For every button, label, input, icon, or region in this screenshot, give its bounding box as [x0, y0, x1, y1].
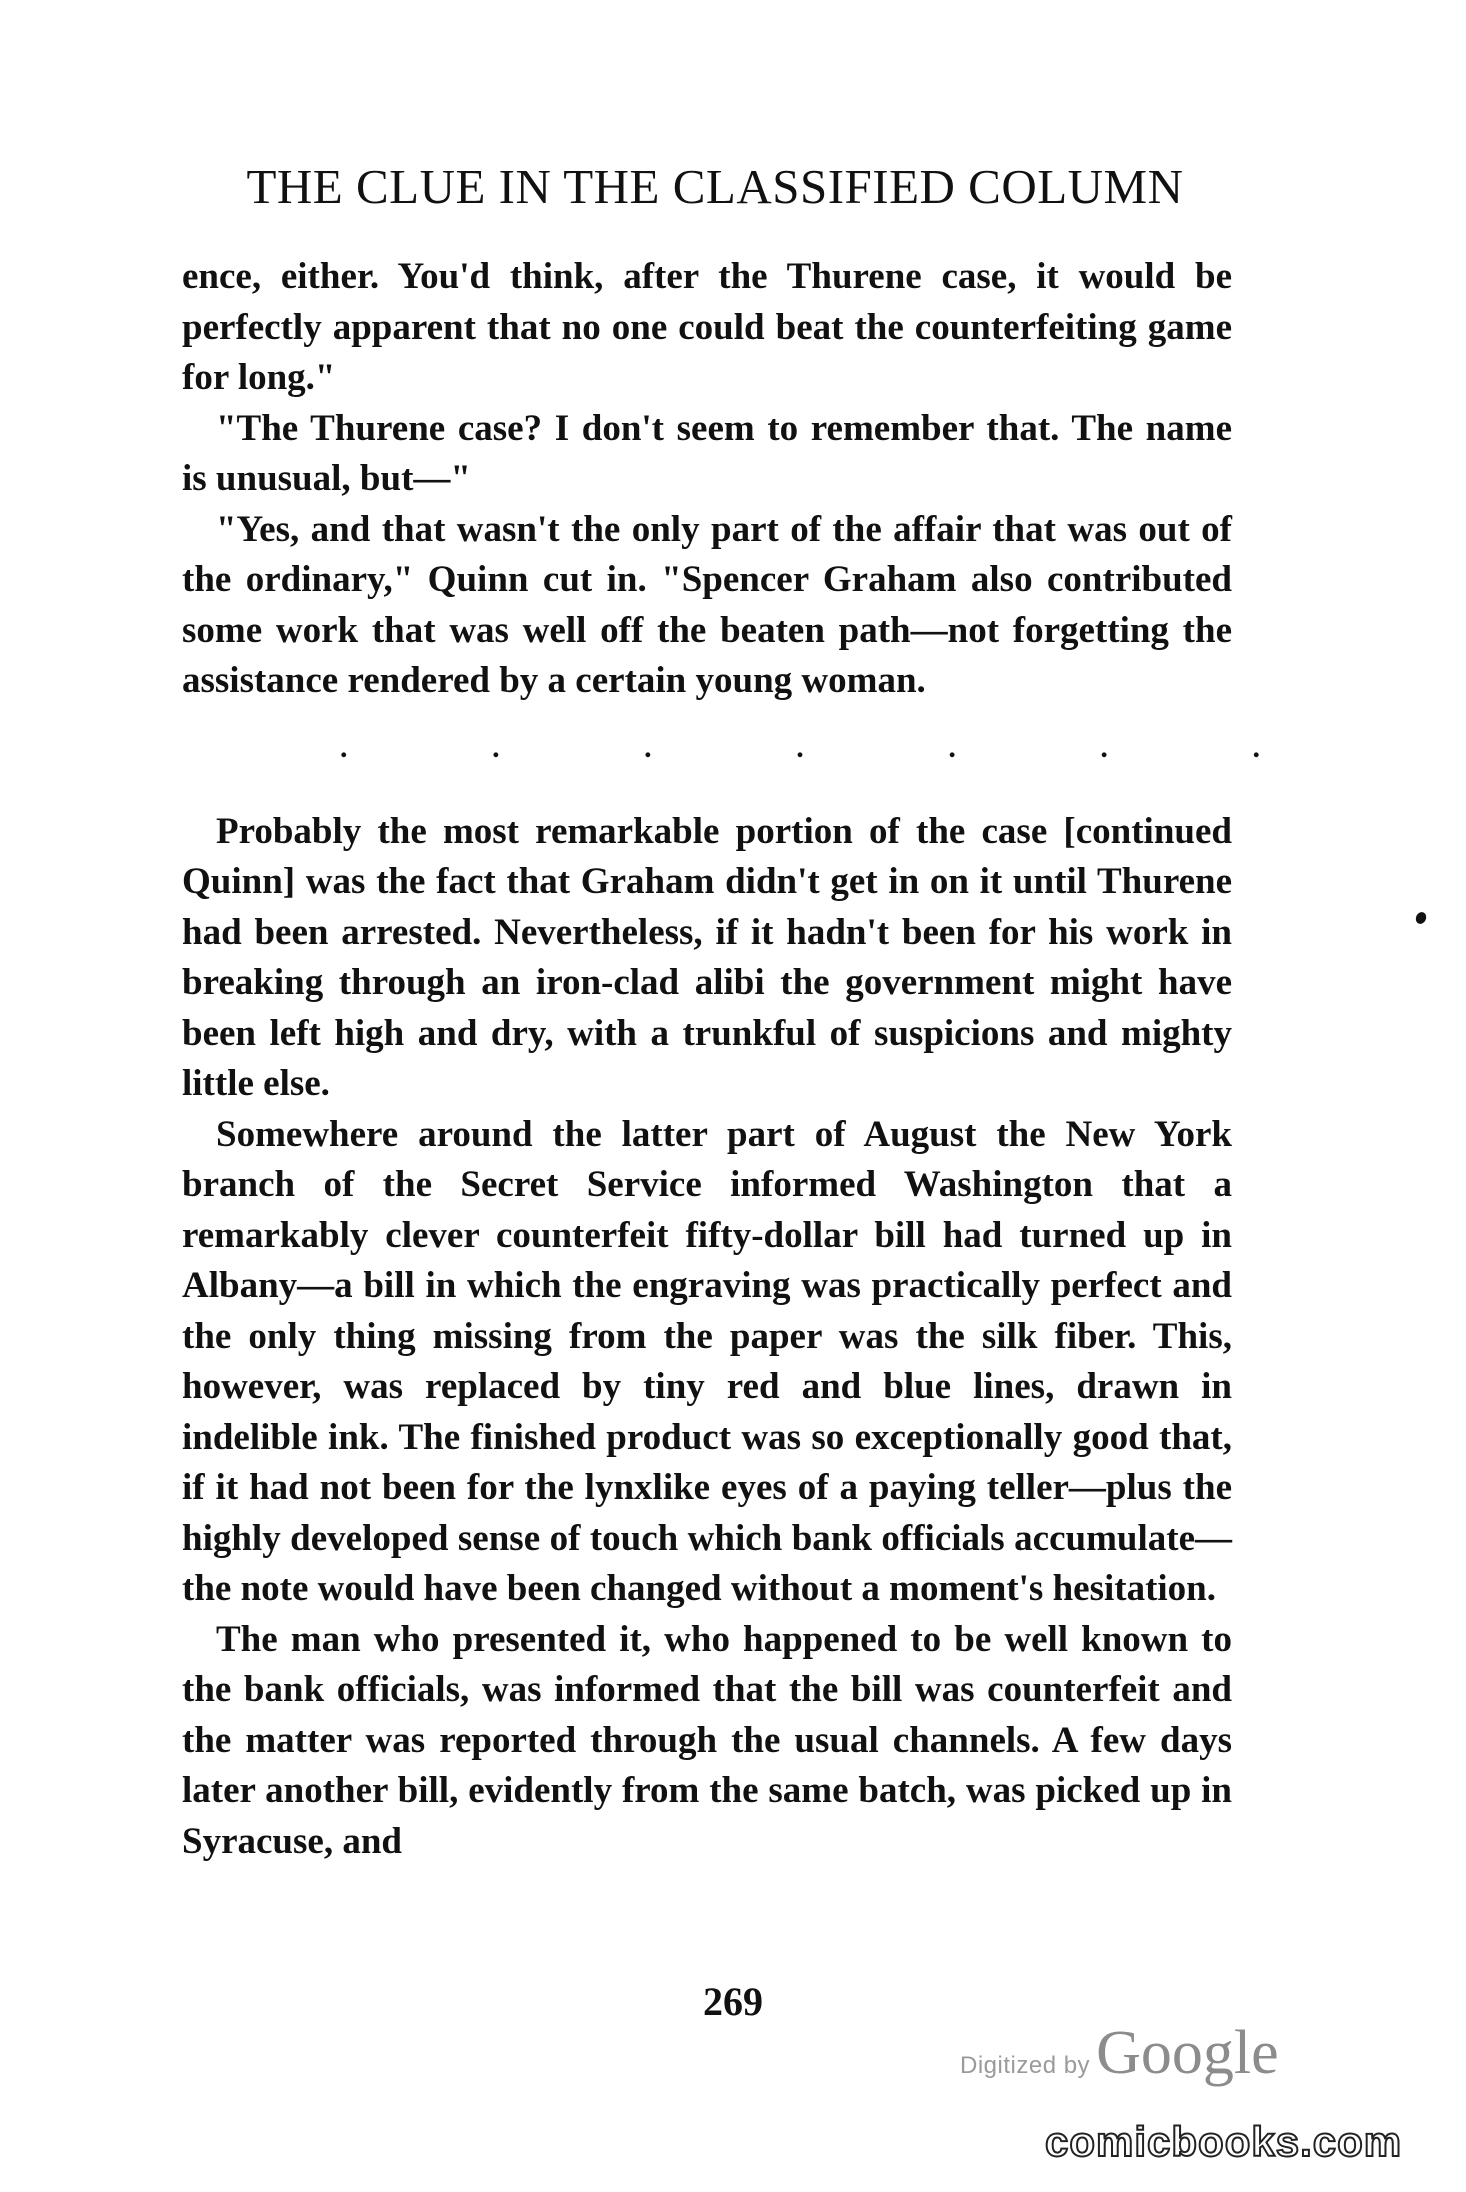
section-break-dot: . [1100, 730, 1108, 764]
section-break [340, 730, 1260, 764]
page-number: 269 [703, 1979, 763, 2024]
paragraph-continuation: ence, either. You'd think, after the Thurene case, it would be perfectly apparent that no one could beat the counterfeiting game for long." [182, 256, 1232, 398]
section-break-dot: . [644, 730, 652, 764]
site-watermark: comicbooks.com [1045, 2118, 1403, 2165]
section-break-dot: . [492, 730, 500, 764]
digitized-by-google-stamp [960, 2018, 1279, 2089]
paragraph-narrative-2: Somewhere around the latter part of August the New York branch of the Secret Service informed Washington that a remarkably clever counterfeit fifty-dollar bill had turned up in Albany—a bill in which the engraving was practically perfect and the only thing missing from the paper was the silk fiber. This, however, was replaced by tiny red and blue lines, drawn in indelible ink. The finished product was so exceptionally good that, if it had not been for the lynxlike eyes of a paying teller—plus the highly developed sense of touch which bank officials accumulate—the note would have been changed without a moment's hesitation. [182, 1113, 1232, 1609]
paragraph-dialogue-2: "Yes, and that wasn't the only part of the affair that was out of the ordinary," Quinn cut in. "Spencer Graham also contributed some work that was well off the beaten path—not forgetting the assistance rendered by a certain young woman. [182, 508, 1232, 701]
section-break-dot: . [948, 730, 956, 764]
running-head: THE CLUE IN THE CLASSIFIED COLUMN [246, 159, 1184, 214]
ink-speck [1414, 910, 1428, 925]
paragraph-narrative-3: The man who presented it, who happened to be well known to the bank officials, was informed that the bill was counterfeit and the matter was reported through the usual channels. A few days later another bill, evidently from the same batch, was picked up in Syracuse, and [182, 1618, 1232, 1862]
stamp-digitized-text: Digitized by [960, 2052, 1091, 2079]
section-break-dot: . [340, 730, 348, 764]
google-logo: Google [1096, 2019, 1279, 2087]
section-break-dot: . [1252, 730, 1260, 764]
body-text [182, 252, 1260, 1867]
section-break-dot: . [796, 730, 804, 764]
paragraph-dialogue-1: "The Thurene case? I don't seem to remember that. The name is unusual, but—" [182, 407, 1232, 499]
paragraph-narrative-1: Probably the most remarkable portion of the case [continued Quinn] was the fact that Graham didn't get in on it until Thurene had been arrested. Nevertheless, if it hadn't been for his work in breaking through an iron-clad alibi the government might have been left high and dry, with a trunkful of suspicions and mighty little else. [182, 810, 1232, 1104]
